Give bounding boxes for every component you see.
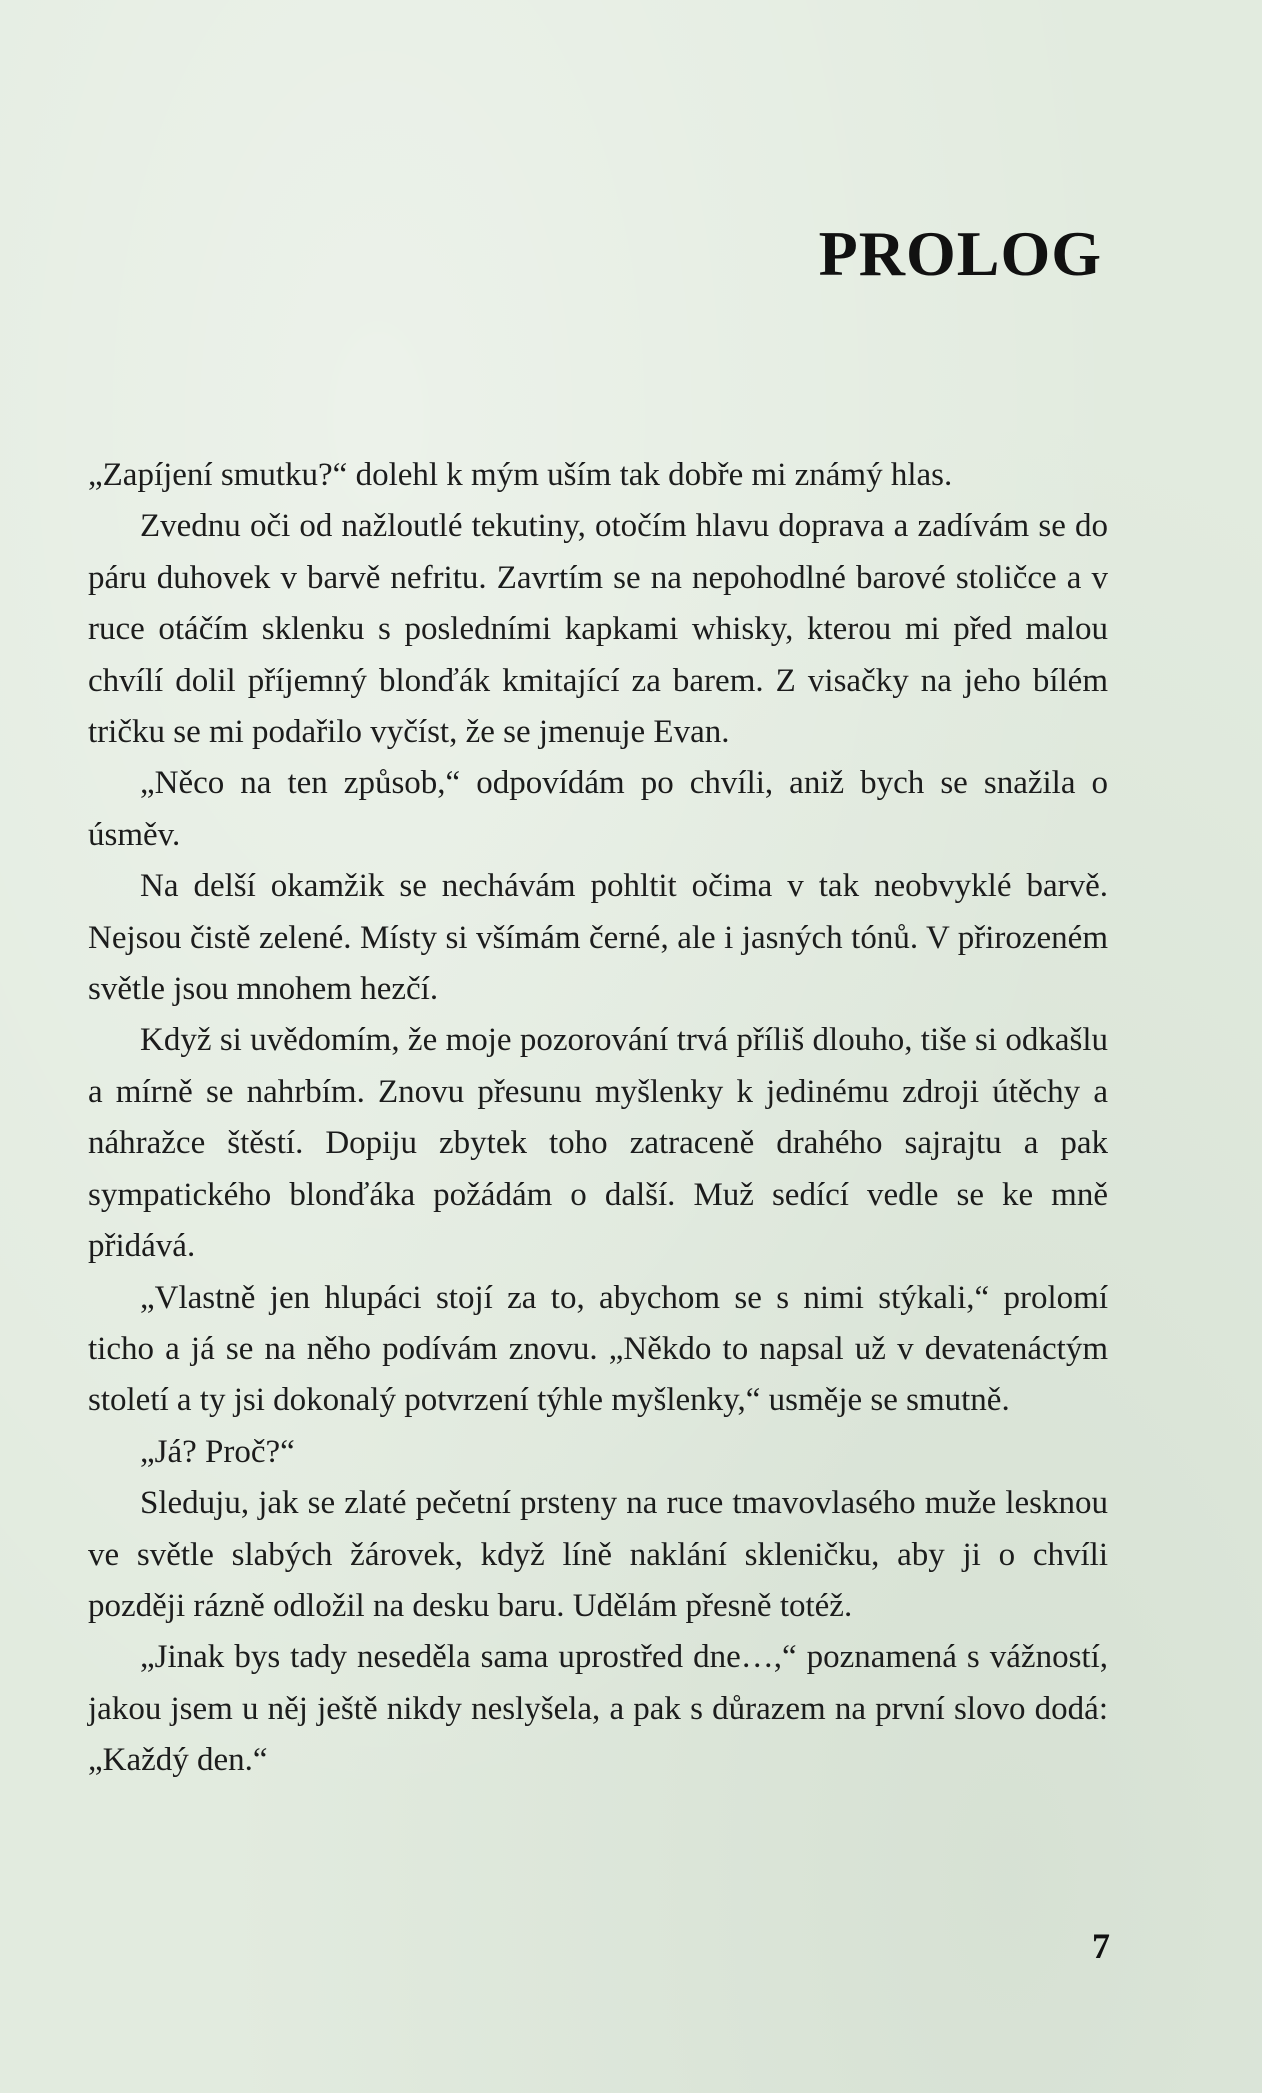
paragraph-9: „Jinak bys tady neseděla sama uprostřed dne…,“ poznamená s vážností, jakou jsem u něj ještě nikdy neslyšela, a pak s důrazem na první slovo dodá: „Každý den.“	[88, 1639, 1108, 1779]
paragraph-5: Když si uvědomím, že moje pozorování trvá příliš dlouho, tiše si odkašlu a mírně se nahrbím. Znovu přesunu myšlenky k jedinému zdroji útěchy a náhražce štěstí. Dopiju zbytek toho zatraceně drahého sajrajtu a pak sympatického blonďáka požádám o další. Muž sedící vedle se ke mně přidává.	[88, 1022, 1108, 1265]
chapter-body	[88, 450, 1108, 1787]
page-number: 7	[1092, 1926, 1110, 1966]
paragraph-8: Sleduju, jak se zlaté pečetní prsteny na ruce tmavovlasého muže lesknou ve světle slabých žárovek, když líně naklání skleničku, aby ji o chvíli později rázně odložil na desku baru. Udělám přesně totéž.	[88, 1485, 1108, 1624]
paragraph-1: „Zapíjení smutku?“ dolehl k mým uším tak dobře mi známý hlas.	[88, 457, 953, 493]
chapter-title: PROLOG	[818, 218, 1102, 289]
paragraph-7: „Já? Proč?“	[140, 1433, 295, 1470]
paragraph-2: Zvednu oči od nažloutlé tekutiny, otočím hlavu doprava a zadívám se do páru duhovek v barvě nefritu. Zavrtím se na nepohodlné barové stoličce a v ruce otáčím sklenku s posledními kapkami whisky, kterou mi před malou chvílí dolil příjemný blonďák kmitající za barem. Z visačky na jeho bílém tričku se mi podařilo vyčíst, že se jmenuje Evan.	[88, 508, 1108, 751]
paragraph-4: Na delší okamžik se nechávám pohltit očima v tak neobvyklé barvě. Nejsou čistě zelené. Místy si všímám černé, ale i jasných tónů. V přirozeném světle jsou mnohem hezčí.	[88, 868, 1108, 1008]
paragraph-3: „Něco na ten způsob,“ odpovídám po chvíli, aniž bych se snažila o úsměv.	[88, 765, 1108, 853]
paragraph-6: „Vlastně jen hlupáci stojí za to, abychom se s nimi stýkali,“ prolomí ticho a já se na něho podívám znovu. „Někdo to napsal už v devatenáctým století a ty jsi dokonalý potvrzení týhle myšlenky,“ usměje se smutně.	[88, 1279, 1108, 1419]
